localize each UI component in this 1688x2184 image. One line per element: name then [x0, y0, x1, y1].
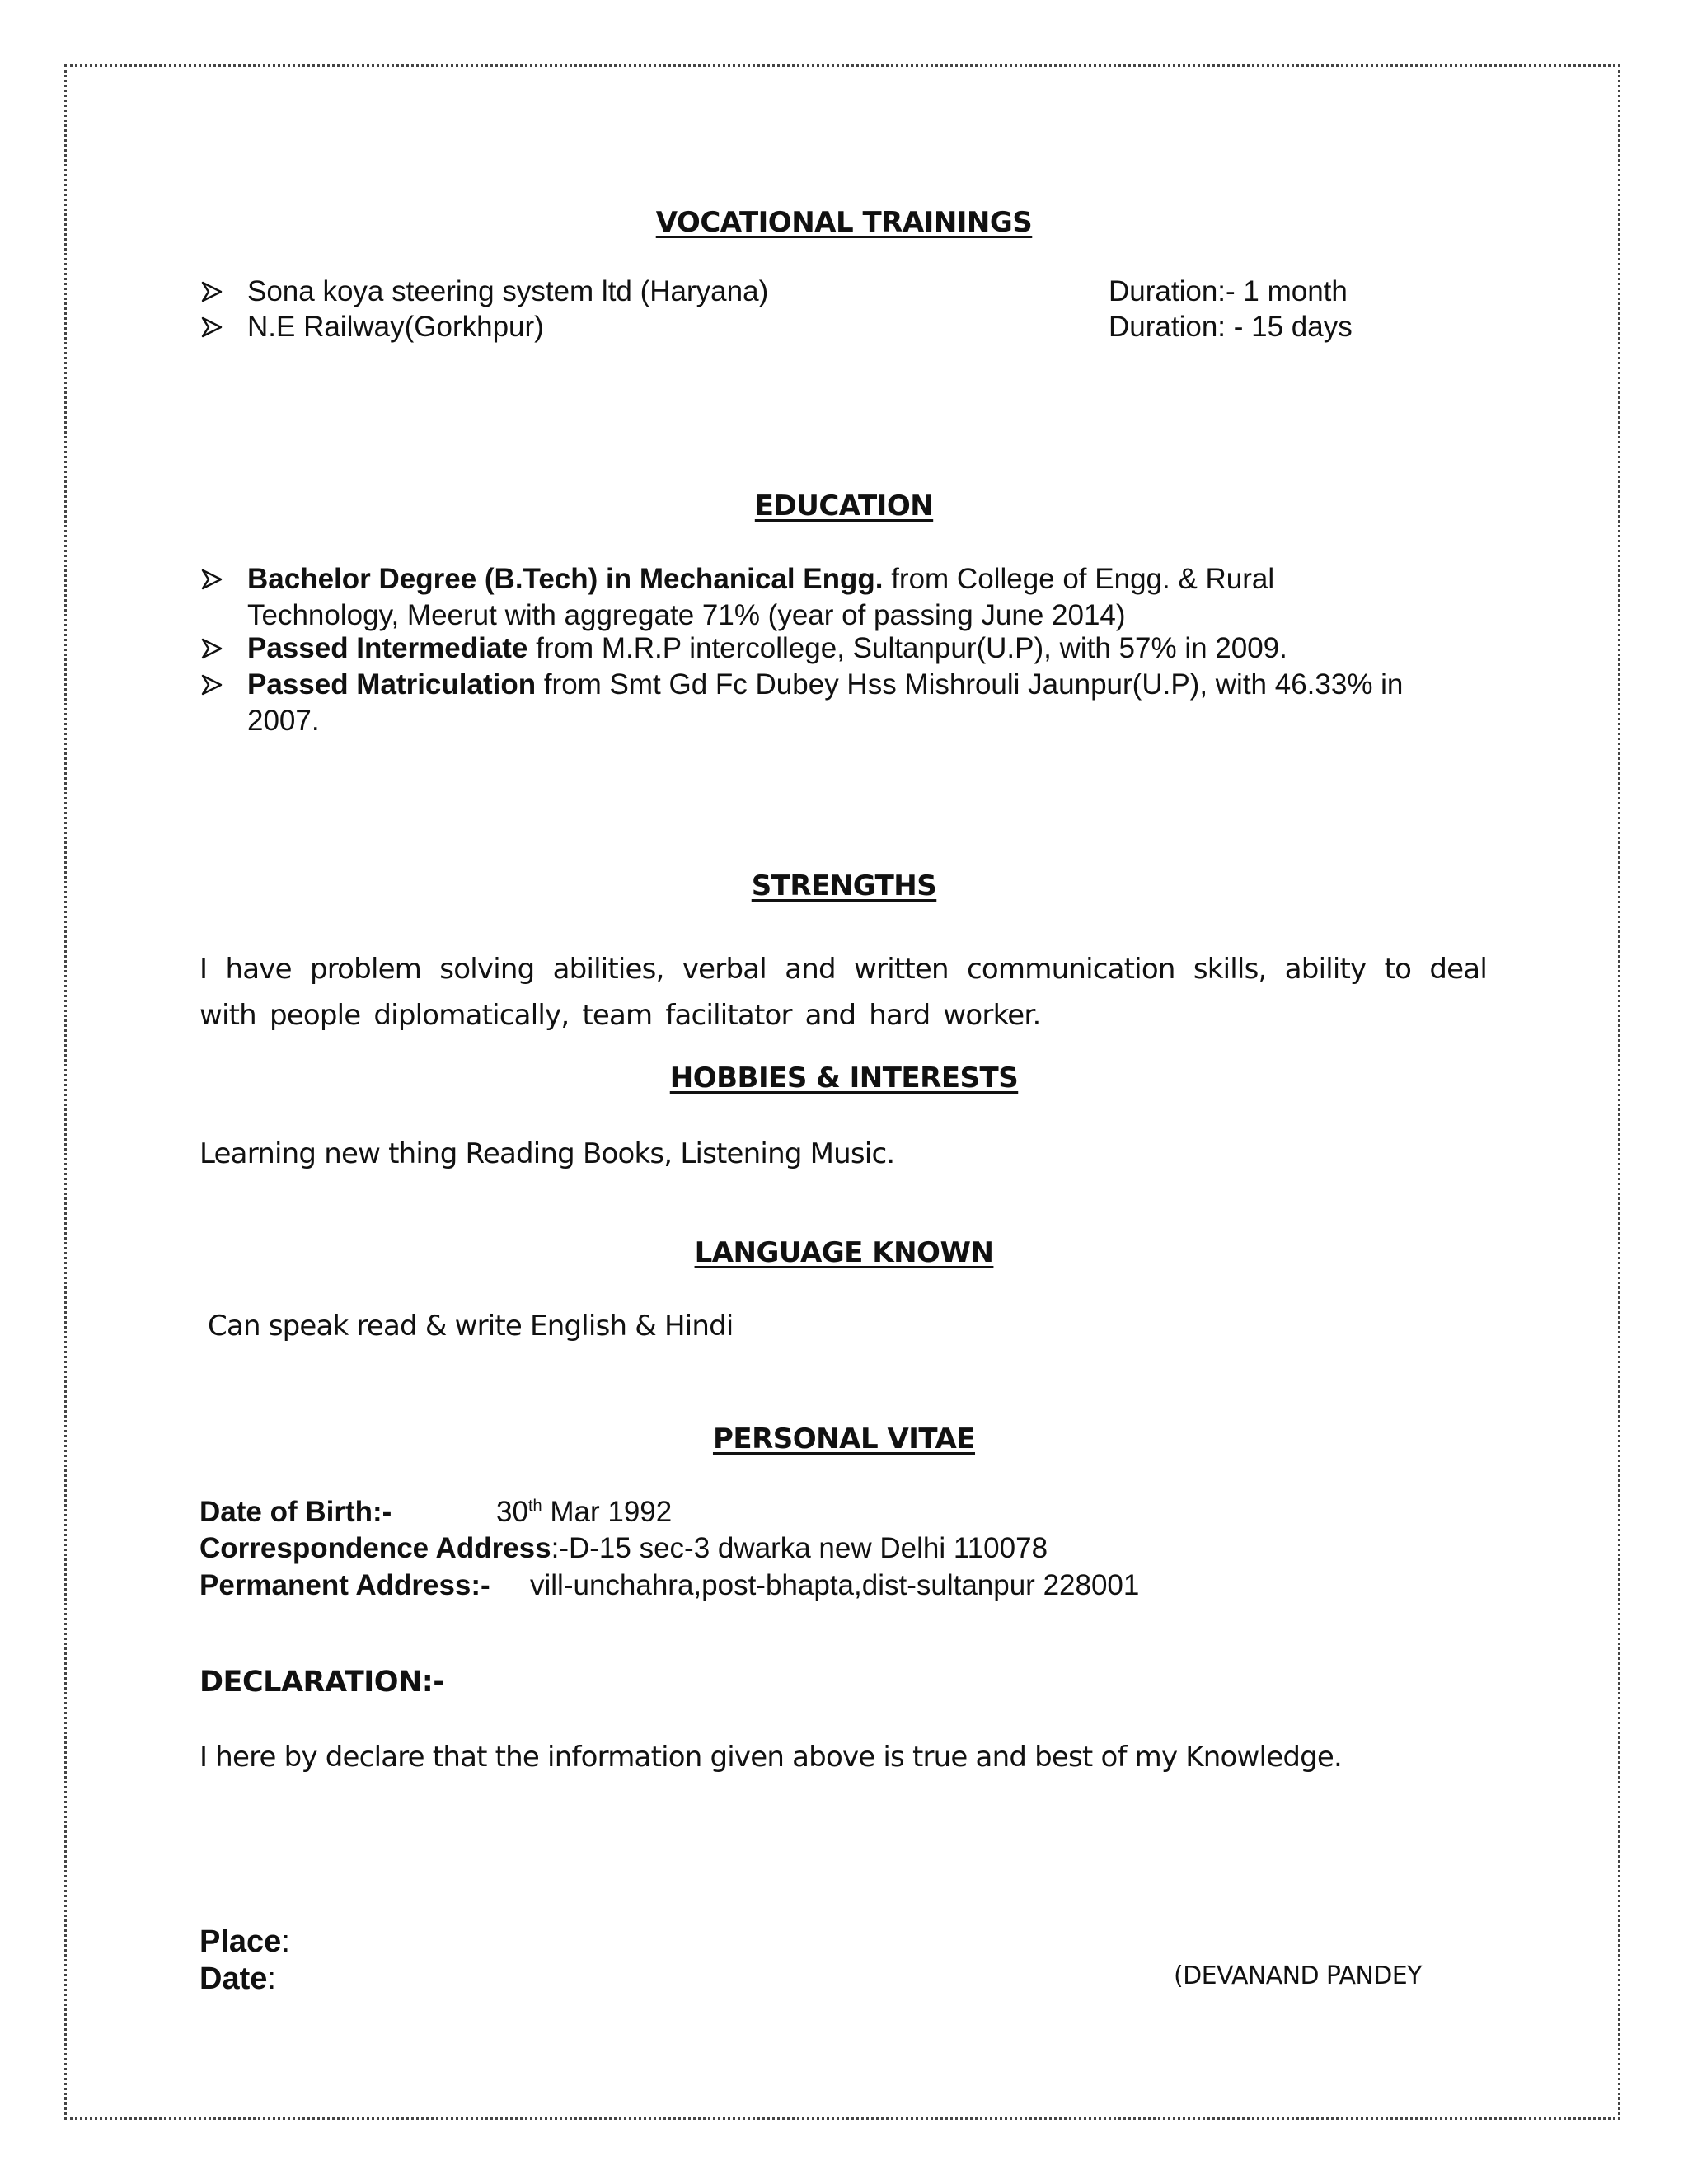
- vocational-item-name: Sona koya steering system ltd (Haryana): [247, 275, 769, 307]
- dob-label-text: Date of Birth:-: [199, 1496, 392, 1528]
- arrow-bullet-icon: [201, 674, 223, 696]
- education-item-continued: Technology, Meerut with aggregate 71% (year of passing June 2014): [247, 599, 1126, 631]
- correspondence-label: Correspondence Address: [199, 1532, 551, 1564]
- permanent-address-value: vill-unchahra,post-bhapta,dist-sultanpur 228001: [530, 1569, 1140, 1601]
- declaration-text: I here by declare that the information given above is true and best of my Knowledge.: [199, 1741, 1343, 1774]
- education-degree: Bachelor Degree (B.Tech) in Mechanical Engg.: [247, 563, 884, 595]
- hobbies-heading: HOBBIES & INTERESTS: [669, 1062, 1019, 1094]
- education-detail: from Smt Gd Fc Dubey Hss Mishrouli Jaunpur(U.P), with 46.33% in: [536, 668, 1404, 701]
- arrow-bullet-icon: [201, 569, 223, 590]
- vocational-item-duration: Duration: - 15 days: [1109, 311, 1353, 343]
- permanent-address-label: [199, 1569, 490, 1602]
- education-degree: Passed Intermediate: [247, 632, 528, 664]
- date-colon: :: [267, 1961, 276, 1996]
- dob-label: [199, 1496, 392, 1529]
- strengths-text: I have problem solving abilities, verbal and written communication skills, ability to deal with people diplomatically, team facilitator and hard worker.: [199, 953, 1487, 1032]
- dob-suffix: th: [528, 1497, 542, 1516]
- education-detail: from College of Engg. & Rural: [883, 563, 1275, 595]
- place-colon: :: [281, 1924, 290, 1959]
- education-item: [247, 668, 1403, 701]
- education-heading: EDUCATION: [754, 490, 934, 523]
- signature-name: (DEVANAND PANDEY: [1174, 1961, 1422, 1990]
- arrow-bullet-icon: [201, 316, 223, 338]
- correspondence-value: :-D-15 sec-3 dwarka new Delhi 110078: [551, 1532, 1048, 1564]
- education-degree: Passed Matriculation: [247, 668, 537, 701]
- hobbies-text: Learning new thing Reading Books, Listening Music.: [199, 1137, 895, 1170]
- dob-rest: Mar 1992: [542, 1496, 673, 1528]
- dob-value: [496, 1496, 672, 1529]
- arrow-bullet-icon: [201, 281, 223, 302]
- education-item-continued: 2007.: [247, 705, 320, 737]
- date-label: Date: [199, 1961, 268, 1996]
- date-field: [199, 1961, 276, 1997]
- vocational-item-name: N.E Railway(Gorkhpur): [247, 311, 544, 343]
- arrow-bullet-icon: [201, 638, 223, 659]
- place-field: [199, 1924, 290, 1960]
- dob-day: 30: [496, 1496, 528, 1528]
- correspondence-address: [199, 1532, 1048, 1565]
- vocational-item-duration: Duration:- 1 month: [1109, 275, 1348, 307]
- language-heading: LANGUAGE KNOWN: [694, 1236, 994, 1269]
- personal-heading: PERSONAL VITAE: [712, 1422, 976, 1455]
- education-item: [247, 563, 1274, 596]
- place-label: Place: [199, 1924, 282, 1959]
- strengths-heading: STRENGTHS: [751, 869, 937, 902]
- permanent-label-text: Permanent Address:-: [199, 1569, 490, 1601]
- language-text: Can speak read & write English & Hindi: [208, 1310, 734, 1343]
- declaration-heading: DECLARATION:-: [199, 1666, 445, 1699]
- vocational-heading: VOCATIONAL TRAININGS: [655, 206, 1033, 239]
- education-detail: from M.R.P intercollege, Sultanpur(U.P), with 57% in 2009.: [528, 632, 1287, 664]
- education-item: [247, 632, 1287, 665]
